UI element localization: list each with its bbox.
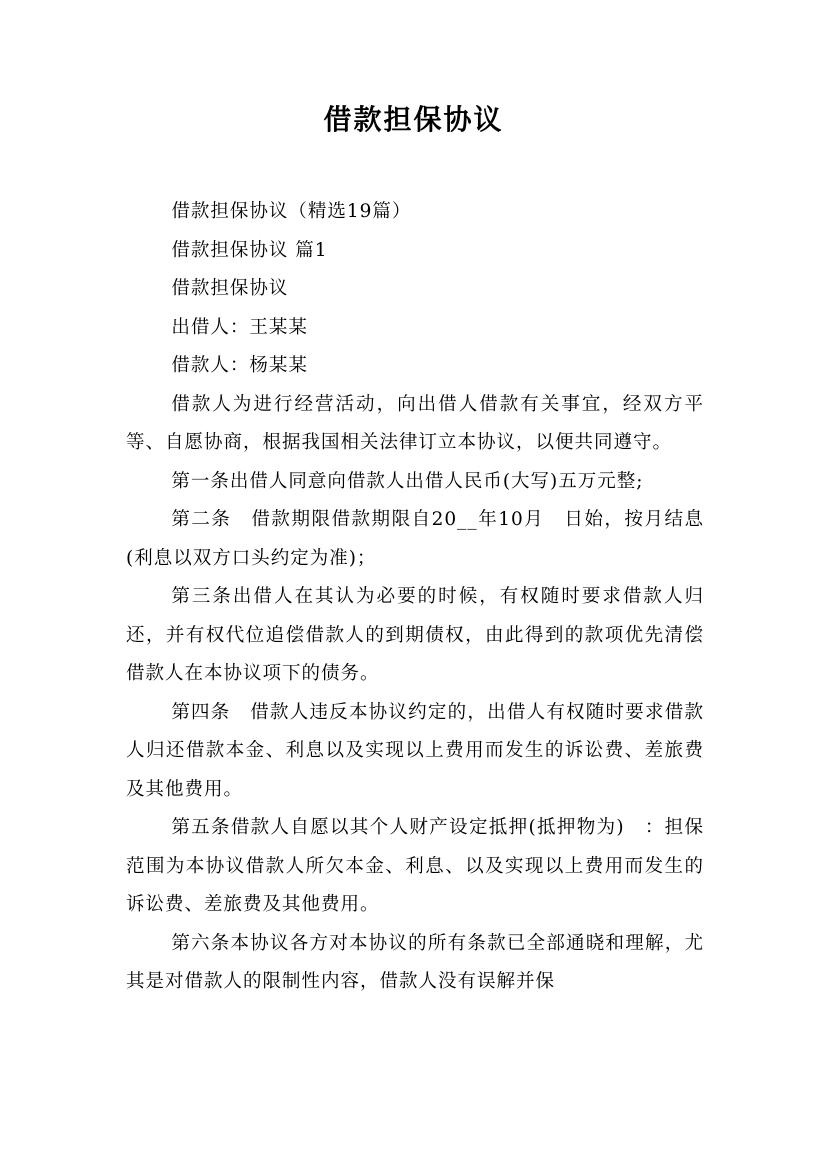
paragraph-subtitle: 借款担保协议（精选19篇） bbox=[171, 201, 412, 222]
paragraph-article-1: 第一条出借人同意向借款人出借人民币(大写)五万元整; bbox=[171, 470, 644, 492]
document-body bbox=[126, 193, 704, 1002]
paragraph-article-3: 第三条出借人在其认为必要的时候，有权随时要求借款人归还，并有权代位追偿借款人的到期债权，由此得到的款项优先清偿借款人在本协议项下的债务。 bbox=[126, 586, 704, 684]
paragraph-article-2: 第二条 借款期限借款期限自20__年10月 日始，按月结息(利息以双方口头约定为准)； bbox=[126, 509, 704, 569]
paragraph-article-5: 第五条借款人自愿以其个人财产设定抵押(抵押物为) ：担保范围为本协议借款人所欠本金、利息、以及实现以上费用而发生的诉讼费、差旅费及其他费用。 bbox=[126, 817, 704, 915]
paragraph-article-4: 第四条 借款人违反本协议约定的，出借人有权随时要求借款人归还借款本金、利息以及实现以上费用而发生的诉讼费、差旅费及其他费用。 bbox=[126, 701, 704, 800]
paragraph-lender: 出借人：王某某 bbox=[171, 316, 308, 338]
paragraph-section-heading: 借款担保协议 篇1 bbox=[171, 239, 328, 261]
paragraph-borrower: 借款人：杨某某 bbox=[171, 355, 308, 376]
paragraph-agreement-name: 借款担保协议 bbox=[171, 278, 289, 299]
paragraph-article-6: 第六条本协议各方对本协议的所有条款已全部通晓和理解，尤其是对借款人的限制性内容，借款人没有误解并保 bbox=[126, 932, 704, 992]
document-title: 借款担保协议 bbox=[323, 103, 504, 136]
paragraph-preamble: 借款人为进行经营活动，向出借人借款有关事宜，经双方平等、自愿协商，根据我国相关法律订立本协议，以便共同遵守。 bbox=[126, 393, 704, 453]
